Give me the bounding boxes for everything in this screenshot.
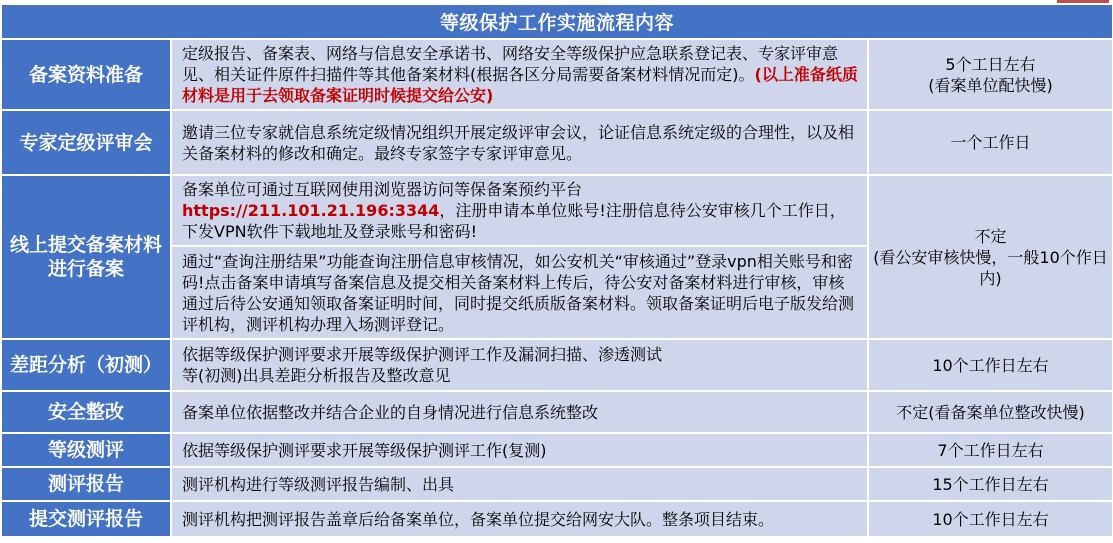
time-line: 不定 [974, 226, 1007, 246]
desc-cell: 依据等级保护测评要求开展等级保护测评工作(复测) [171, 433, 868, 467]
time-cell: 15个工作日左右 [868, 467, 1113, 501]
desc-cell [171, 175, 868, 246]
step-cell: 差距分析（初测） [1, 339, 171, 391]
step-cell: 提交测评报告 [1, 501, 171, 537]
time-cell: 10个工作日左右 [868, 501, 1113, 537]
time-cell: 10个工作日左右 [868, 339, 1113, 391]
desc-text: 备案单位可通过互联网使用浏览器访问等保备案预约平台 [182, 180, 583, 199]
step-cell: 测评报告 [1, 467, 171, 501]
time-cell: 不定(看备案单位整改快慢) [868, 391, 1113, 433]
time-cell: 7个工作日左右 [868, 433, 1113, 467]
time-line: (看公安审核快慢，一般10个作日内) [873, 247, 1108, 288]
desc-line: 依据等级保护测评要求开展等级保护测评工作及漏洞扫描、渗透测试 [182, 345, 663, 364]
table-row [1, 339, 1113, 391]
time-line: 5个工日左右 [945, 54, 1036, 74]
desc-cell [171, 339, 868, 391]
title-row [1, 4, 1113, 39]
step-cell: 备案资料准备 [1, 39, 171, 110]
table-row [1, 391, 1113, 433]
platform-url: https://211.101.21.196:3344 [182, 201, 440, 220]
time-line: (看案单位配快慢) [928, 75, 1053, 95]
table-row [1, 467, 1113, 501]
time-cell: 一个工作日 [868, 110, 1113, 175]
desc-text: 定级报告、备案表、网络与信息安全承诺书、网络安全等级保护应急联系登记表、专家评审意见、相关证件原件扫描件等其他备案材料(根据各区分局需要备案材料情况而定)。 [182, 44, 839, 84]
step-cell: 等级测评 [1, 433, 171, 467]
step-cell: 线上提交备案材料进行备案 [1, 175, 171, 339]
table-row [1, 39, 1113, 110]
desc-line: 等(初测)出具差距分析报告及整改意见 [182, 366, 451, 385]
desc-cell: 邀请三位专家就信息系统定级情况组织开展定级评审会议，论证信息系统定级的合理性，以及相关备案材料的修改和确定。最终专家签字专家评审意见。 [171, 110, 868, 175]
desc-cell [171, 39, 868, 110]
desc-text: ，注册申请本单位账号!注册信息待公安审核几个工作日，下发VPN软件下载地址及登录账号和密码! [182, 201, 846, 241]
table-row [1, 175, 1113, 246]
step-cell: 安全整改 [1, 391, 171, 433]
desc-note: (以上准备纸质材料是用于去领取备案证明时候提交给公安) [182, 65, 858, 105]
time-cell [868, 175, 1113, 339]
desc-cell: 通过“查询注册结果”功能查询注册信息审核情况，如公安机关“审核通过”登录vpn相关账号和密码!点击备案申请填写备案信息及提交相关备案材料上传后，待公安对备案材料进行审核，审核通过后待公安通知领取备案证明时间，同时提交纸质版备案材料。领取备案证明后电子版发给测评机构，测评机构办理入场测评登记。 [171, 246, 868, 339]
table-row [1, 110, 1113, 175]
desc-cell: 测评机构把测评报告盖章后给备案单位，备案单位提交给网安大队。整条项目结束。 [171, 501, 868, 537]
table-row [1, 433, 1113, 467]
table-title: 等级保护工作实施流程内容 [1, 4, 1113, 39]
desc-cell: 测评机构进行等级测评报告编制、出具 [171, 467, 868, 501]
time-cell [868, 39, 1113, 110]
desc-cell: 备案单位依据整改并结合企业的自身情况进行信息系统整改 [171, 391, 868, 433]
table-row [1, 501, 1113, 537]
process-table [0, 3, 1113, 538]
step-cell: 专家定级评审会 [1, 110, 171, 175]
